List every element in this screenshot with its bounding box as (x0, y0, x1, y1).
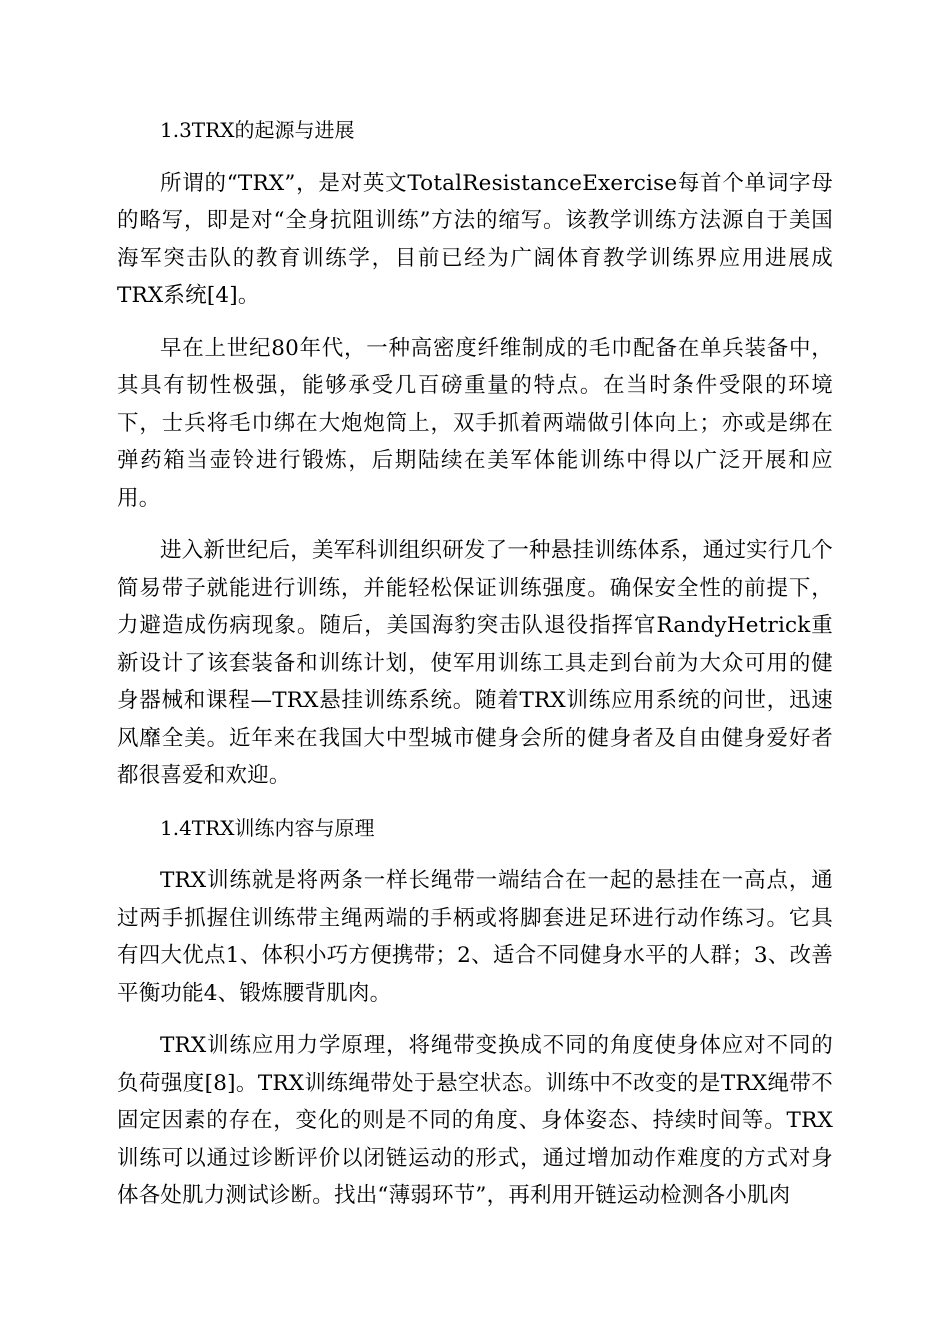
paragraph-training-content: TRX训练就是将两条一样长绳带一端结合在一起的悬挂在一高点，通过两手抓握住训练带主绳两端的手柄或将脚套进足环进行动作练习。它具有四大优点1、体积小巧方便携带；2、适合不同健身水平的人群；3、改善平衡功能4、锻炼腰背肌肉。 (117, 868, 833, 1006)
paragraph-trx-definition: 所谓的“TRX”，是对英文TotalResistanceExercise每首个单词字母的略写，即是对“全身抗阻训练”方法的缩写。该教学训练方法源自于美国海军突击队的教育训练学，目前已经为广阔体育教学训练界应用进展成TRX系统[4]。 (117, 170, 833, 308)
document-page (117, 112, 833, 1215)
paragraph-mechanics-principle: TRX训练应用力学原理，将绳带变换成不同的角度使身体应对不同的负荷强度[8]。TRX训练绳带处于悬空状态。训练中不改变的是TRX绳带不固定因素的存在，变化的则是不同的角度、身体姿态、持续时间等。TRX训练可以通过诊断评价以闭链运动的形式，通过增加动作难度的方式对身体各处肌力测试诊断。找出“薄弱环节”，再利用开链运动检测各小肌肉 (117, 1033, 833, 1208)
section-heading-origin: 1.3TRX的起源与进展 (160, 118, 355, 142)
paragraph-early-history: 早在上世纪80年代，一种高密度纤维制成的毛巾配备在单兵装备中，其具有韧性极强，能够承受几百磅重量的特点。在当时条件受限的环境下，士兵将毛巾绑在大炮炮筒上，双手抓着两端做引体向上；亦或是绑在弹药箱当壶铃进行锻炼，后期陆续在美军体能训练中得以广泛开展和应用。 (117, 335, 833, 511)
section-heading-content-principle: 1.4TRX训练内容与原理 (160, 815, 375, 840)
paragraph-new-century: 进入新世纪后，美军科训组织研发了一种悬挂训练体系，通过实行几个简易带子就能进行训练，并能轻松保证训练强度。确保安全性的前提下，力避造成伤病现象。随后，美国海豹突击队退役指挥官RandyHetrick重新设计了该套装备和训练计划，使军用训练工具走到台前为大众可用的健身器械和课程—TRX悬挂训练系统。随着TRX训练应用系统的问世，迅速风靡全美。近年来在我国大中型城市健身会所的健身者及自由健身爱好者都很喜爱和欢迎。 (117, 538, 833, 788)
